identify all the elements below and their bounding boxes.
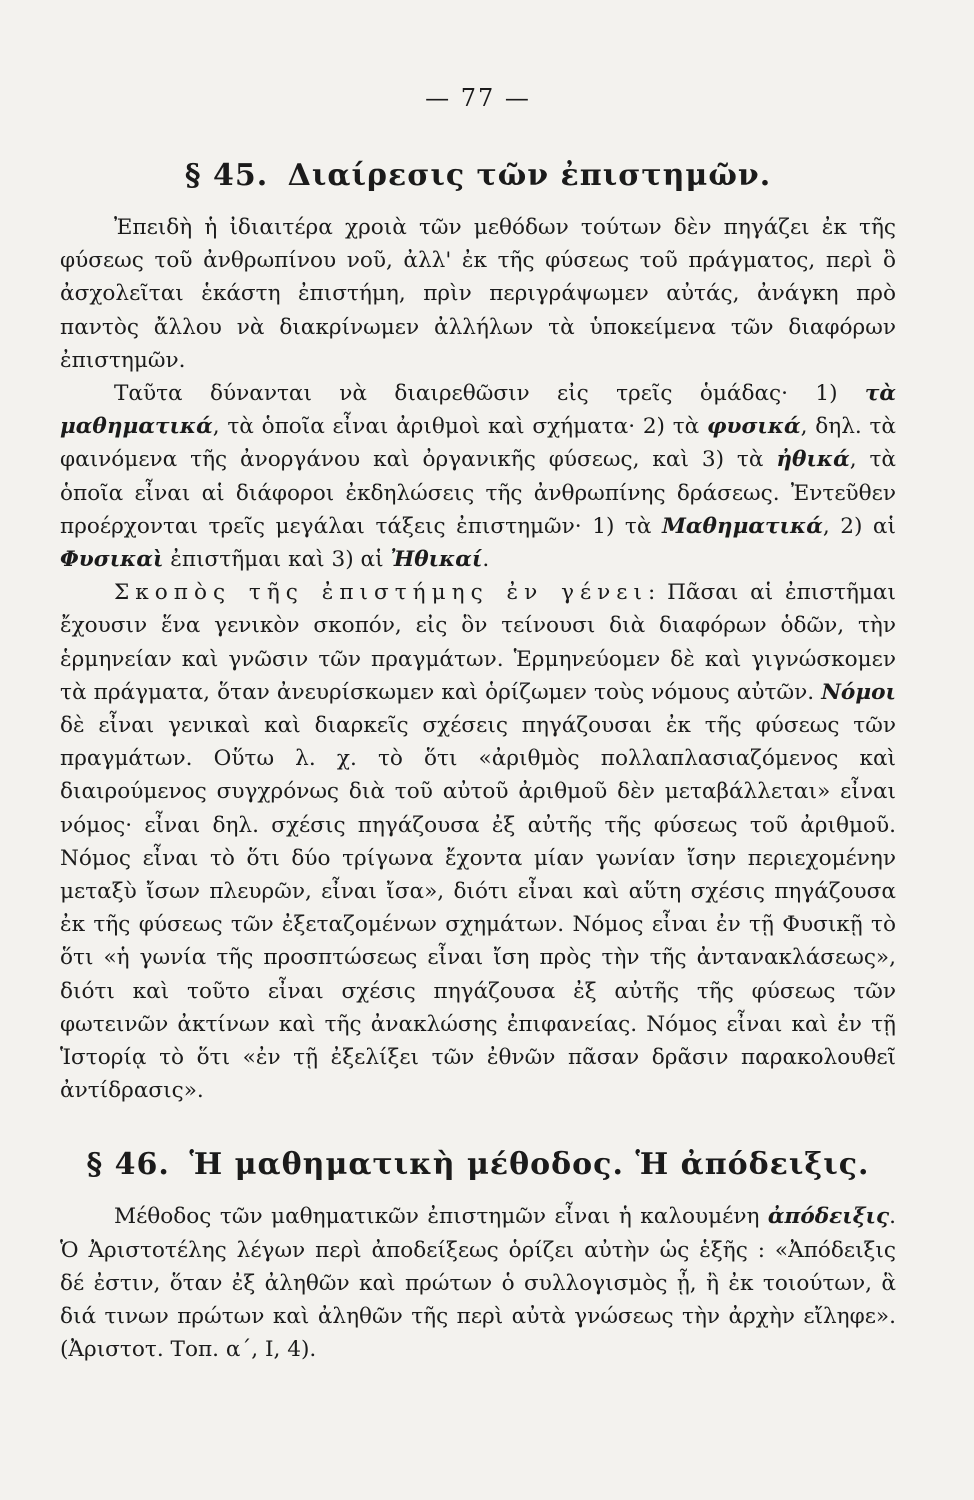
text-run: . [482, 547, 490, 573]
section-46 [60, 1147, 896, 1366]
text-run: Μέθοδος τῶν μαθηματικῶν ἐπιστημῶν εἶναι ἡ καλουμένη [114, 1204, 768, 1230]
text-run: . Ὁ Ἀριστοτέλης λέγων περὶ ἀποδείξεως ὁρίζει αὐτὴν ὡς ἑξῆς : «Ἀπόδειξις δέ ἐστιν, ὅταν ἐξ ἀληθῶν καὶ πρώτων ὁ συλλογισμὸς ᾖ, ἢ ἐκ τοιούτων, ἃ διά τινων πρώτων καὶ ἀληθῶν τῆς περὶ αὐτὰ γνώσεως τὴν ἀρχὴν εἴληφε». (Ἀριστοτ. Τοπ. α΄, Ι, 4). [60, 1204, 896, 1363]
text-run: , δηλ. τὰ φαινόμενα τῆς ἀνοργάνου καὶ ὀργανικῆς φύσεως, καὶ 3) τὰ [60, 414, 896, 473]
text-run: δὲ εἶναι γενικαὶ καὶ διαρκεῖς σχέσεις πηγάζουσαι ἐκ τῆς φύσεως τῶν πραγμάτων. Οὕτω λ. χ. τὸ ὅτι «ἀριθμὸς πολλαπλασιαζόμενος καὶ διαιρούμενος συγχρόνως διὰ τοῦ αὐτοῦ ἀριθμοῦ δὲν μεταβάλλεται» εἶναι νόμος· εἶναι δηλ. σχέσις πηγάζουσα ἐξ αὐτῆς τῆς φύσεως τοῦ ἀριθμοῦ. Νόμος εἶναι τὸ ὅτι δύο τρίγωνα ἔχοντα μίαν γωνίαν ἴσην περιεχομένην μεταξὺ ἴσων πλευρῶν, εἶναι ἴσα», διότι εἶναι καὶ αὕτη σχέσις πηγάζουσα ἐκ τῆς φύσεως τῶν ἐξεταζομένων σχημάτων. Νόμος εἶναι ἐν τῇ Φυσικῇ τὸ ὅτι «ἡ γωνία τῆς προσπτώσεως εἶναι ἴση πρὸς τὴν τῆς ἀντανακλάσεως», διότι καὶ τοῦτο εἶναι σχέσις πηγάζουσα ἐξ αὐτῆς τῆς φύσεως τῶν φωτεινῶν ἀκτίνων καὶ τῆς ἀνακλώσης ἐπιφανείας. Νόμος εἶναι καὶ ἐν τῇ Ἱστορίᾳ τὸ ὅτι «ἐν τῇ ἐξελίξει τῶν ἐθνῶν πᾶσαν δρᾶσιν παρακολουθεῖ ἀντίδρασις». [60, 713, 896, 1104]
text-run: Ἐπειδὴ ἡ ἰδιαιτέρα χροιὰ τῶν μεθόδων τούτων δὲν πηγάζει ἐκ τῆς φύσεως τοῦ ἀνθρωπίνου νοῦ, ἀλλ' ἐκ τῆς φύσεως τοῦ πράγματος, περὶ ὃ ἀσχολεῖται ἑκάστη ἐπιστήμη, πρὶν περιγράψωμεν αὐτάς, ἀνάγκη πρὸ παντὸς ἄλλου νὰ διακρίνωμεν ἀλλήλων τὰ ὑποκείμενα τῶν διαφόρων ἐπιστημῶν. [60, 215, 896, 373]
section-heading [60, 1147, 896, 1182]
text-run: Ταῦτα δύνανται νὰ διαιρεθῶσιν εἰς τρεῖς ὁμάδας· 1) [114, 381, 865, 407]
document-page [60, 70, 896, 1367]
text-run: Σκοπὸς τῆς ἐπιστήμης ἐν γένει [114, 580, 648, 606]
text-run: ἐπιστῆμαι καὶ 3) αἱ [163, 547, 391, 573]
text-run: , 2) αἱ [822, 513, 896, 539]
section-body [60, 211, 896, 1107]
section-number: § 46. [86, 1147, 170, 1183]
section-number: § 45. [184, 158, 269, 193]
emphasized-term: Ἠθικαί [390, 547, 483, 573]
page-number: — 77 — [425, 84, 531, 112]
text-run: , τὰ ὁποῖα εἶναι αἱ διάφοροι ἐκδηλώσεις τῆς ἀνθρωπίνης δράσεως. Ἐντεῦθεν προέρχονται τρεῖς μεγάλαι τάξεις ἐπιστημῶν· 1) τὰ [60, 447, 897, 539]
emphasized-term: Φυσικαὶ [60, 547, 164, 573]
section-heading [60, 158, 896, 193]
paragraph [60, 377, 896, 576]
emphasized-term: φυσικά [706, 414, 801, 440]
section-title: Διαίρεσις τῶν ἐπιστημῶν. [287, 158, 772, 193]
emphasized-term: Μαθηματικά [661, 513, 823, 539]
emphasized-term: ἠθικά [776, 447, 850, 473]
emphasized-term: ἀπόδειξις [767, 1204, 890, 1230]
section-body [60, 1200, 896, 1366]
text-run: , τὰ ὁποῖα εἶναι ἀριθμοὶ καὶ σχήματα· 2) τὰ [212, 414, 707, 440]
paragraph [60, 1200, 896, 1366]
paragraph [60, 211, 896, 377]
emphasized-term: τὰ μαθηματικά [60, 381, 896, 440]
section-title: Ἡ μαθηματικὴ μέθοδος. Ἡ ἀπόδειξις. [189, 1147, 870, 1183]
emphasized-term: Νόμοι [821, 679, 896, 705]
text-run: : Πᾶσαι αἱ ἐπιστῆμαι ἔχουσιν ἕνα γενικὸν σκοπόν, εἰς ὃν τείνουσι διὰ διαφόρων ὁδῶν, τὴν ἑρμηνείαν καὶ γνῶσιν τῶν πραγμάτων. Ἑρμηνεύομεν δὲ καὶ γιγνώσκομεν τὰ πράγματα, ὅταν ἀνευρίσκωμεν καὶ ὁρίζωμεν τοὺς νόμους αὐτῶν. [60, 580, 896, 705]
paragraph [60, 576, 896, 1107]
section-45 [60, 158, 896, 1107]
